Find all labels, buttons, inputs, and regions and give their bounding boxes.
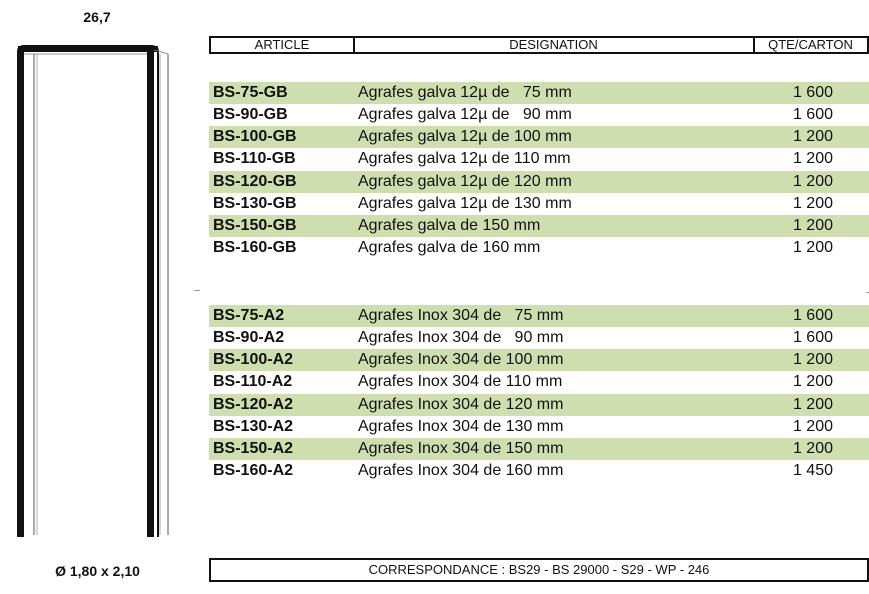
quantity: 1 450 [792,462,833,479]
article-code: BS-150-A2 [213,440,294,457]
table-row [209,305,869,327]
quantity: 1 200 [792,239,833,256]
quantity: 1 200 [792,173,833,190]
article-code: BS-160-A2 [213,462,294,479]
designation: Agrafes Inox 304 de 110 mm [358,373,563,390]
article-code: BS-100-GB [213,128,297,145]
quantity: 1 200 [792,440,833,457]
table-row [209,104,869,126]
article-code: BS-150-GB [213,217,297,234]
designation: Agrafes galva 12µ de 110 mm [358,150,571,167]
designation: Agrafes Inox 304 de 130 mm [358,418,564,435]
quantity: 1 200 [792,217,833,234]
article-code: BS-100-A2 [213,351,294,368]
designation: Agrafes Inox 304 de 160 mm [358,462,564,479]
quantity: 1 200 [792,396,833,413]
designation: Agrafes galva 12µ de 90 mm [358,106,572,123]
quantity: 1 200 [792,150,833,167]
designation: Agrafes galva de 150 mm [358,217,541,234]
table-row [209,215,869,237]
quantity: 1 600 [792,84,833,101]
quantity: 1 200 [792,351,833,368]
staple-width-label: 26,7 [83,9,111,25]
quantity: 1 600 [792,106,833,123]
designation: Agrafes galva 12µ de 100 mm [358,128,572,145]
designation: Agrafes Inox 304 de 100 mm [358,351,564,368]
article-code: BS-110-GB [213,150,296,167]
table-row [209,416,869,438]
designation: Agrafes galva 12µ de 130 mm [358,195,572,212]
table-row [209,438,869,460]
staple-diameter-label: Ø 1,80 x 2,10 [55,563,140,579]
quantity: 1 200 [792,418,833,435]
designation: Agrafes Inox 304 de 150 mm [358,440,564,457]
table-row [209,371,869,393]
table-row [209,126,869,148]
table-row [209,171,869,193]
article-code: BS-90-GB [213,106,288,123]
staple-drawing [8,40,178,540]
table-row [209,148,869,170]
designation: Agrafes Inox 304 de 120 mm [358,396,564,413]
quantity: 1 200 [792,195,833,212]
designation: Agrafes Inox 304 de 75 mm [358,307,564,324]
quantity: 1 200 [792,373,833,390]
staple-outline-icon [18,46,168,537]
article-code: BS-110-A2 [213,373,293,390]
article-code: BS-90-A2 [213,329,285,346]
table-row [209,237,869,259]
header-qty: QTE/CARTON [753,36,869,54]
table-row [209,82,869,104]
table-row [209,327,869,349]
divider-tick [194,290,200,291]
designation: Agrafes galva 12µ de 75 mm [358,84,572,101]
designation: Agrafes Inox 304 de 90 mm [358,329,564,346]
quantity: 1 600 [792,307,833,324]
article-code: BS-120-GB [213,173,297,190]
designation: Agrafes galva 12µ de 120 mm [358,173,572,190]
header-designation: DESIGNATION [353,36,755,54]
correspondance-footer: CORRESPONDANCE : BS29 - BS 29000 - S29 - WP - 246 [209,558,869,582]
article-code: BS-130-A2 [213,418,294,435]
quantity: 1 200 [792,128,833,145]
table-row [209,394,869,416]
header-article: ARTICLE [209,36,355,54]
article-code: BS-130-GB [213,195,297,212]
table-row [209,349,869,371]
table-row [209,193,869,215]
quantity: 1 600 [792,329,833,346]
article-code: BS-75-GB [213,84,288,101]
article-code: BS-75-A2 [213,307,285,324]
table-row [209,460,869,482]
article-code: BS-160-GB [213,239,297,256]
article-code: BS-120-A2 [213,396,294,413]
designation: Agrafes galva de 160 mm [358,239,541,256]
